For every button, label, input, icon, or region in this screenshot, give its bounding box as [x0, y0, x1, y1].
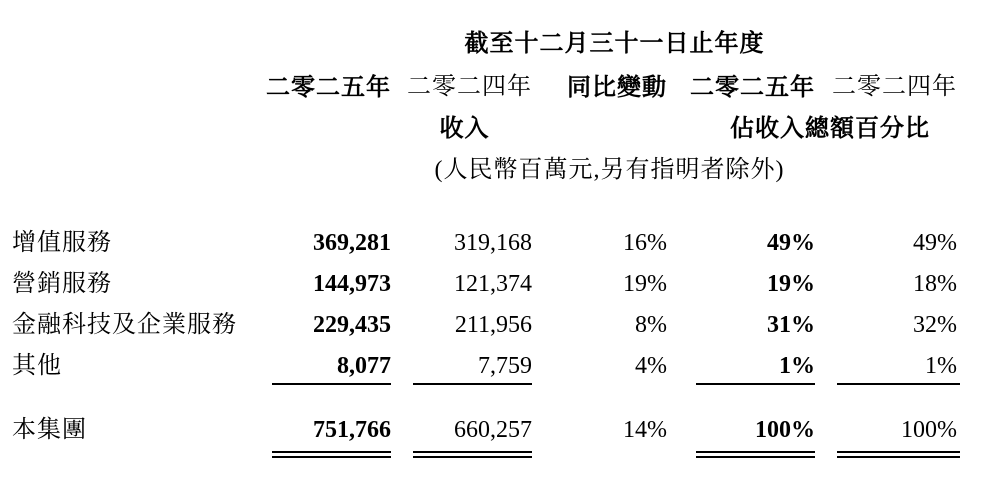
- rev-2025-cell: 229,435: [313, 312, 391, 339]
- double-rule-revenue-2025: [272, 451, 391, 458]
- rev-2025-cell: 144,973: [313, 271, 391, 298]
- row-label: 其他: [12, 353, 62, 380]
- pct-2025-cell: 1%: [779, 353, 815, 380]
- column-header-yoy-change: 同比變動: [567, 74, 667, 102]
- table-row: [12, 305, 957, 346]
- single-rule-pct-2024: [837, 383, 960, 385]
- yoy-cell: 8%: [635, 312, 667, 339]
- table-row: [12, 264, 957, 305]
- pct-2024-cell: 32%: [913, 312, 957, 339]
- yoy-total: 14%: [623, 417, 667, 444]
- table-row: [12, 147, 957, 189]
- pct-2025-total: 100%: [755, 417, 815, 444]
- rev-2024-cell: 211,956: [454, 312, 532, 339]
- period-header: 截至十二月三十一日止年度: [464, 30, 765, 58]
- column-header-revenue-2024: 二零二四年: [407, 74, 532, 101]
- double-rule-revenue-2024: [413, 451, 532, 458]
- yoy-cell: 4%: [635, 353, 667, 380]
- table-row: [12, 12, 957, 60]
- rev-2025-total: 751,766: [313, 417, 391, 444]
- row-label: 金融科技及企業服務: [12, 312, 237, 339]
- spacer-row: [12, 387, 957, 415]
- revenue-breakdown-table: [12, 12, 957, 453]
- pct-2024-cell: 18%: [913, 271, 957, 298]
- rev-2025-cell: 8,077: [337, 353, 391, 380]
- table-row: [12, 346, 957, 387]
- yoy-cell: 16%: [623, 230, 667, 257]
- column-header-pct-2025: 二零二五年: [690, 74, 815, 102]
- rev-2024-cell: 121,374: [454, 271, 532, 298]
- double-rule-pct-2025: [696, 451, 815, 458]
- empty-cell: [12, 60, 262, 105]
- row-label: 增值服務: [12, 230, 112, 257]
- pct-2025-cell: 49%: [767, 230, 815, 257]
- group-header-revenue: 收入: [439, 115, 490, 143]
- single-rule-pct-2025: [696, 383, 815, 385]
- rev-2024-total: 660,257: [454, 417, 532, 444]
- row-label: 營銷服務: [12, 271, 112, 298]
- total-row-label: 本集團: [12, 417, 87, 444]
- empty-cell: [12, 189, 957, 223]
- rev-2024-cell: 319,168: [454, 230, 532, 257]
- pct-2025-cell: 31%: [767, 312, 815, 339]
- column-header-pct-2024: 二零二四年: [832, 74, 957, 101]
- rev-2025-cell: 369,281: [313, 230, 391, 257]
- group-header-pct-of-total: 佔收入總額百分比: [730, 115, 930, 143]
- column-header-revenue-2025: 二零二五年: [266, 74, 391, 102]
- table-row: [12, 105, 957, 147]
- unit-note: (人民幣百萬元,另有指明者除外): [434, 157, 785, 184]
- empty-cell: [12, 147, 262, 189]
- yoy-cell: 19%: [623, 271, 667, 298]
- empty-cell: [12, 105, 262, 147]
- pct-2024-cell: 49%: [913, 230, 957, 257]
- table-row: [12, 223, 957, 264]
- pct-2024-cell: 1%: [925, 353, 957, 380]
- rev-2024-cell: 7,759: [478, 353, 532, 380]
- single-rule-revenue-2024: [413, 383, 532, 385]
- spacer-row: [12, 189, 957, 223]
- double-rule-pct-2024: [837, 451, 960, 458]
- empty-cell: [12, 12, 262, 60]
- single-rule-revenue-2025: [272, 383, 391, 385]
- table-row: [12, 60, 957, 105]
- empty-cell: [12, 387, 957, 415]
- pct-2025-cell: 19%: [767, 271, 815, 298]
- pct-2024-total: 100%: [901, 417, 957, 444]
- table-total-row: [12, 415, 957, 453]
